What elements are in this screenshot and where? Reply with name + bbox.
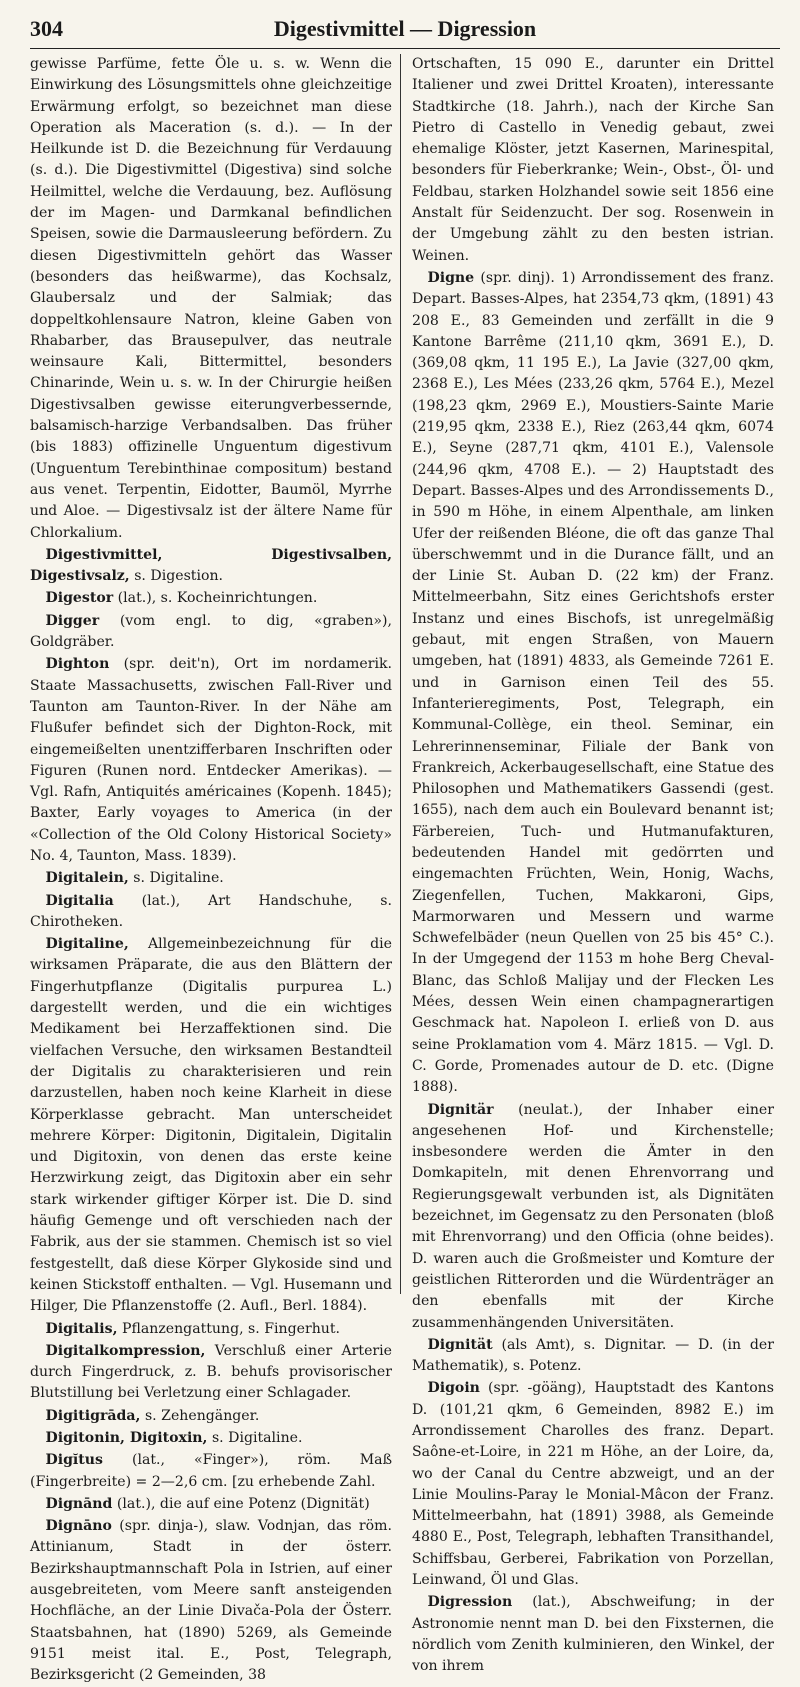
entry-lemma: Dignāno [45, 1518, 112, 1535]
entry-lemma: Dignität [427, 1336, 493, 1353]
entry-text: (als Amt), s. Dignitar. — D. (in der Mathematik), s. Potenz. [412, 1336, 774, 1375]
left-column [30, 54, 393, 1684]
paragraph-text: Ortschaften, 15 090 E., darunter ein Drittel Italiener und zwei Drittel Kroaten), interessante Stadtkirche (18. Jahrh.), nach der Kirche San Pietro di Castello in Venedig gebaut, zwei ehemalige Klöster, jetzt Kasernen, Marinespital, besonders für Fieberkranke; Wein-, Obst-, Öl- und Feldbau, starken Holzhandel sowie seit 1856 eine Anstalt für Seidenzucht. Der sog. Rosenwein in der Umgebung zählt zu den besten istrian. Weinen. [412, 56, 774, 264]
page-number: 304 [30, 16, 63, 41]
entry-lemma: Digoin [427, 1380, 480, 1397]
dictionary-entry [30, 588, 392, 609]
dictionary-entry [30, 934, 392, 1317]
dictionary-entry [30, 868, 392, 889]
paragraph-text: gewisse Parfüme, fette Öle u. s. w. Wenn die Einwirkung des Lösungsmittels ohne gleichzeitige Erwärmung erfolgt, so bezeichnet man diese Operation als Maceration (s. d.). — In der Heilkunde ist D. die Bezeichnung für Verdauung (s. d.). Die Digestivmittel (Digestiva) sind solche Heilmittel, welche die Verdauung, bez. Auflösung der im Magen- und Darmkanal befindlichen Speisen, sowie die Darmausleerung befördern. Zu diesen Digestivmitteln gehört das Wasser (besonders das heißwarme), das Kochsalz, Glaubersalz und der Salmiak; das doppeltkohlensaure Natron, kleine Gaben von Rhabarber, das Brausepulver, das neutrale weinsaure Kali, Bittermittel, besonders Chinarinde, Wein u. s. w. In der Chirurgie heißen Digestivsalben gewisse eiterungverbessernde, balsamisch-harzige Verbandsalben. Das früher (bis 1883) offizinelle Unguentum digestivum (Unguentum Terebinthinae compositum) bestand aus venet. Terpentin, Eidotter, Baumöl, Myrrhe und Aloe. — Digestivsalz ist der ältere Name für Chlorkalium. [30, 56, 392, 541]
entry-text: s. Digitaline. [211, 1430, 303, 1446]
entry-text: (vom engl. to dig, «graben»), Goldgräber. [30, 612, 393, 651]
entry-lemma: Digne [427, 269, 475, 286]
entry-text: (neulat.), der Inhaber einer angesehenen Hof- und Kirchenstelle; insbesondere werden die Ämter in den Domkapiteln, mit denen Ehrenvorrang und Regierungsgewalt verbunden ist, als Dignitäten bezeichnet, im Gegensatz zu den Personaten (bloß mit Ehrenvorrang) und den Officia (ohne beides). D. waren auch die Großmeister und Komture der geistlichen Ritterorden und die Würdenträger an den ebenfalls mit der Kirche zusammenhängenden Universitäten. [412, 1101, 774, 1331]
entry-lemma: Digestor [45, 590, 114, 607]
entry-lemma: Digger [45, 612, 100, 629]
entry-text: Allgemeinbezeichnung für die wirksamen Präparate, die aus den Blättern der Fingerhutpflanze (Digitalis purpurea L.) dargestellt werden, und die ein wichtiges Medikament bei Herzaffektionen sind. Die vielfachen Versuche, den wirksamen Bestandteil der Digitalis zu charakterisieren und rein darzustellen, haben noch keine Klarheit in diese Körperklasse gebracht. Man unterscheidet mehrere Körper: Digitonin, Digitalein, Digitalin und Digitoxin, von denen das erste keine Herzwirkung zeigt, das Digitoxin aber ein sehr stark wirkender giftiger Körper ist. Die D. sind häufig Gemenge und oft verschieden nach der Fabrik, aus der sie stammen. Chemisch ist so viel festgestellt, daß diese Körper Glykoside sind und keinen Stickstoff enthalten. — Vgl. Husemann und Hilger, Die Pflanzenstoffe (2. Aufl., Berl. 1884). [30, 936, 392, 1315]
running-head: Digestivmittel — Digression [273, 16, 537, 41]
dictionary-entry [412, 1378, 774, 1591]
entry-lemma: Dighton [45, 656, 110, 673]
column-divider [400, 54, 401, 1294]
entry-lemma: Digitalein, [45, 870, 129, 887]
page-header [30, 8, 780, 49]
dictionary-entry [412, 1335, 774, 1378]
dictionary-entry [30, 1494, 392, 1515]
entry-text: (spr. dinj). 1) Arrondissement des franz. Depart. Basses-Alpes, hat 2354,73 qkm, (1891) 43 208 E., 83 Gemeinden und zerfällt in die 9 Kantone Barrême (211,10 qkm, 3691 E.), D. (369,08 qkm, 11 195 E.), La Javie (327,00 qkm, 2368 E.), Les Mées (233,26 qkm, 5764 E.), Mezel (198,23 qkm, 2969 E.), Moustiers-Sainte Marie (219,95 qkm, 2338 E.), Riez (263,44 qkm, 6074 E.), Seyne (287,71 qkm, 4101 E.), Valensole (244,96 qkm, 4708 E.). — 2) Hauptstadt des Depart. Basses-Alpes und des Arrondissements D., in 590 m Höhe, in einem Alpenthale, am linken Ufer der reißenden Bléone, die oft das ganze Thal überschwemmt und in die Durance fällt, und an der Linie St. Auban D. (22 km) der Franz. Mittelmeerbahn, Sitz eines Gerichtshofs erster Instanz und eines Bischofs, ist unregelmäßig gebaut, mit engen Straßen, von Mauern umgeben, hat (1891) 4833, als Gemeinde 7261 E. und in Garnison einen Teil des 55. Infanterieregiments, Post, Telegraph, ein Kommunal-Collège, ein theol. Seminar, ein Lehrerinnenseminar, Filiale der Bank von Frankreich, Ackerbaugesellschaft, eine Statue des Philosophen und Mathematikers Gassendi (gest. 1655), nach dem auch ein Boulevard benannt ist; Färbereien, Tuch- und Hutmanufakturen, bedeutenden Handel mit gedörrten und eingemachten Früchten, Wein, Honig, Wachs, Ziegenfellen, Tuchen, Makkaroni, Gips, Marmorwaren und Messern und warme Schwefelbäder (neun Quellen von 25 bis 45° C.). In der Umgegend der 1153 m hohe Berg Cheval-Blanc, das Schloß Malijay und der Flecken Les Mées, dessen Wein einen champagnerartigen Geschmack hat. Napoleon I. erließ von D. aus seine Proklamation vom 4. März 1815. — Vgl. D. C. Gorde, Promenades autour de D. etc. (Digne 1888). [412, 269, 775, 1096]
entry-text: (lat.), Abschweifung; in der Astronomie nennt man D. bei den Fixsternen, die nördlich vom Zenith kulminieren, den Winkel, der von ihrem [412, 1594, 774, 1675]
dictionary-entry [30, 545, 392, 588]
dictionary-entry [412, 1592, 774, 1677]
entry-text: s. Zehengänger. [144, 1407, 260, 1424]
entry-text: Pflanzengattung, s. Fingerhut. [121, 1320, 341, 1337]
entry-lemma: Digression [427, 1594, 513, 1611]
entry-text: (spr. dinja-), slaw. Vodnjan, das röm. Attinianum, Stadt in der österr. Bezirkshauptmannschaft Pola in Istrien, auf einer ausgebreiteten, vom Meere sanft ansteigenden Hochfläche, an der Linie Divača-Pola der Österr. Staatsbahnen, hat (1890) 5269, als Gemeinde 9151 meist ital. E., Post, Telegraph, Bezirksgericht (2 Gemeinden, 38 [30, 1518, 392, 1684]
continuation-paragraph [412, 54, 774, 267]
dictionary-entry [30, 1450, 392, 1493]
entry-text: (lat.), die auf eine Potenz (Dignität) [116, 1495, 370, 1512]
entry-lemma: Digitonin, Digitoxin, [45, 1430, 208, 1446]
entry-lemma: Digitalia [45, 892, 114, 909]
entry-lemma: Digestivmittel, Digestivsalben, Digestivsalz, [30, 546, 392, 585]
entry-lemma: Digitigrāda, [45, 1407, 141, 1424]
dictionary-entry [30, 1516, 392, 1686]
dictionary-entry [30, 611, 392, 654]
entry-text: Verschluß einer Arterie durch Fingerdruck, z. B. behufs provisorischer Blutstillung bei Verletzung einer Schlagader. [30, 1342, 392, 1402]
entry-lemma: Digitaline, [45, 936, 129, 953]
right-column [412, 54, 775, 1675]
entry-lemma: Digitalis, [45, 1320, 118, 1337]
dictionary-entry [30, 1406, 392, 1427]
entry-text: (lat., «Finger»), röm. Maß (Fingerbreite) = 2—2,6 cm. [zu erhebende Zahl. [30, 1452, 392, 1490]
entry-lemma: Digĭtus [45, 1452, 103, 1469]
dictionary-entry [30, 891, 392, 934]
dictionary-entry [30, 1428, 392, 1449]
dictionary-entry [412, 1100, 774, 1334]
entry-lemma: Dignānd [45, 1495, 113, 1512]
dictionary-entry [30, 1341, 392, 1405]
entry-text: s. Digitaline. [133, 870, 224, 887]
dictionary-entry [30, 1319, 392, 1340]
entry-text: (lat.), s. Kocheinrichtungen. [117, 590, 318, 607]
entry-text: s. Digestion. [134, 568, 224, 585]
entry-text: (spr. deit'n), Ort im nordamerik. Staate Massachusetts, zwischen Fall-River und Taunton am Taunton-River. In der Nähe am Flußufer befindet sich der Dighton-Rock, mit eingemeißelten unentzifferbaren Inschriften oder Figuren (Runen nord. Entdecker Amerikas). — Vgl. Rafn, Antiquités américaines (Kopenh. 1845); Baxter, Early voyages to America (in der «Collection of the Old Colony Historical Society» No. 4, Taunton, Mass. 1839). [30, 656, 392, 864]
dictionary-entry [30, 654, 392, 867]
entry-text: (spr. -göäng), Hauptstadt des Kantons D. (101,21 qkm, 6 Gemeinden, 8982 E.) im Arrondissement Charolles des franz. Depart. Saône-et-Loire, in 221 m Höhe, an der Loire, da, wo der Canal du Centre abzweigt, und an der Linie Moulins-Paray le Monial-Mâcon der Franz. Mittelmeerbahn, hat (1891) 3988, als Gemeinde 4880 E., Post, Telegraph, lebhaften Transithandel, Schiffsbau, Gerberei, Fabrikation von Porzellan, Leinwand, Öl und Glas. [412, 1380, 774, 1589]
entry-text: (lat.), Art Handschuhe, s. Chirotheken. [30, 892, 392, 930]
entry-lemma: Digitalkompression, [45, 1342, 206, 1359]
continuation-paragraph [30, 54, 392, 544]
entry-lemma: Dignitär [427, 1101, 494, 1118]
dictionary-entry [412, 268, 774, 1099]
